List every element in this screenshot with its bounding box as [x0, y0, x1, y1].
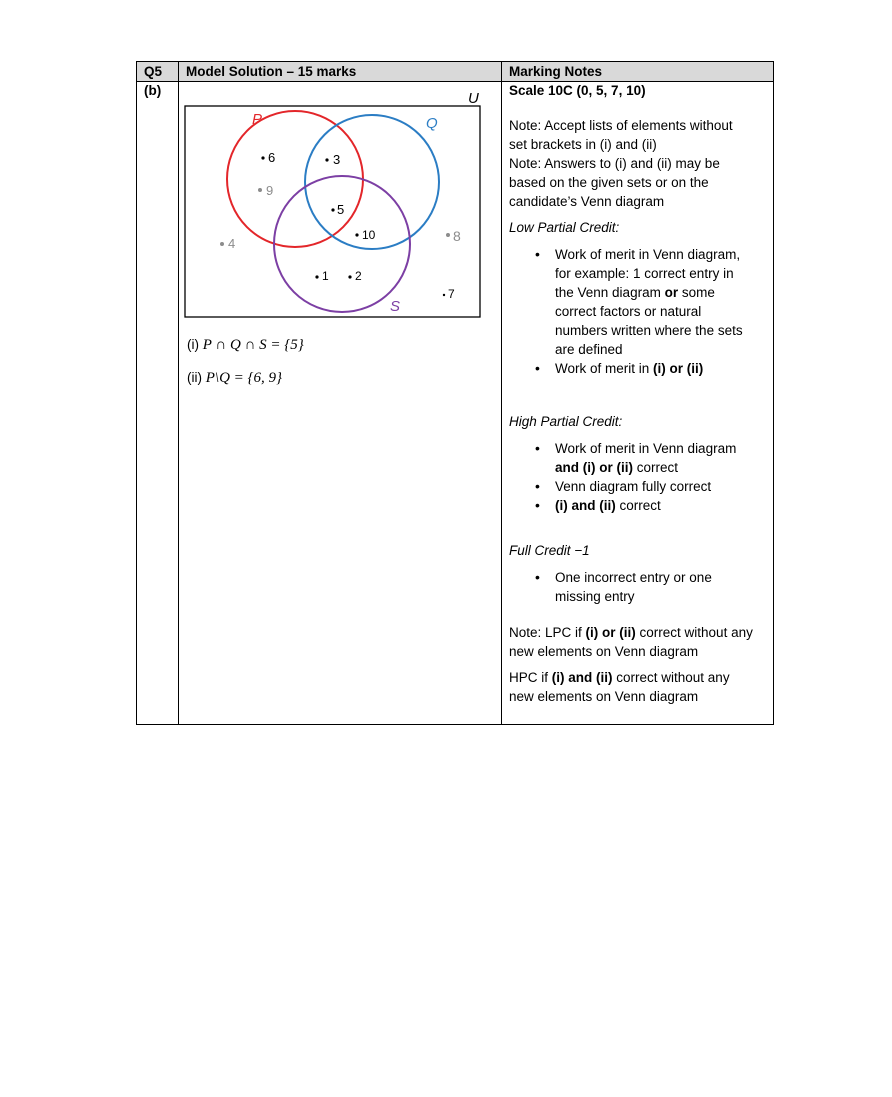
element-10: 10: [362, 228, 376, 242]
element-4: 4: [228, 236, 236, 251]
list-item-line: the Venn diagram or some: [555, 285, 715, 300]
marking-scheme-table: [136, 61, 774, 725]
set-q-label: Q: [426, 115, 438, 132]
answer-i: [187, 336, 304, 354]
list-item-line: missing entry: [555, 589, 635, 604]
high-partial-credit-heading: High Partial Credit:: [509, 414, 623, 429]
element-7: 7: [448, 287, 455, 301]
note-line: set brackets in (i) and (ii): [509, 137, 657, 152]
venn-diagram: [182, 86, 482, 331]
universe-label: U: [468, 90, 479, 107]
element-dot: [220, 242, 224, 246]
hpc-note: HPC if (i) and (ii) correct without any: [509, 670, 730, 685]
set-s-circle: [274, 176, 410, 312]
list-item-line: • Work of merit in Venn diagram,: [555, 247, 741, 262]
part-label: (b): [144, 83, 162, 98]
list-item: • Work of merit in (i) or (ii): [509, 359, 771, 378]
list-item-line: for example: 1 correct entry in: [555, 266, 734, 281]
note-line: Note: Answers to (i) and (ii) may be: [509, 156, 720, 171]
element-dot: [355, 233, 358, 236]
set-s-label: S: [390, 298, 401, 315]
element-5: 5: [337, 202, 345, 217]
full-credit-list: [509, 568, 771, 606]
answer-ii: [187, 369, 282, 387]
column-divider: [501, 62, 502, 724]
element-dot: [443, 294, 445, 296]
lpc-note: Note: LPC if (i) or (ii) correct without any: [509, 625, 753, 640]
element-1: 1: [322, 269, 329, 283]
element-9: 9: [266, 183, 274, 198]
note-line: candidate’s Venn diagram: [509, 194, 665, 209]
element-dot: [258, 188, 262, 192]
hpc-note-line2: new elements on Venn diagram: [509, 689, 699, 704]
list-item-line: numbers written where the sets: [555, 323, 743, 338]
column-divider: [178, 62, 179, 724]
element-3: 3: [333, 152, 341, 167]
list-item: [509, 439, 771, 477]
list-item-line: are defined: [555, 342, 623, 357]
list-item: • Venn diagram fully correct: [509, 477, 771, 496]
list-item: • (i) and (ii) correct: [509, 496, 771, 515]
marking-notes: [509, 116, 771, 706]
element-6: 6: [268, 150, 276, 165]
list-item-line: • Work of merit in Venn diagram: [555, 441, 737, 456]
answer-ii-expression: P\Q = {6, 9}: [205, 370, 283, 386]
list-item-line: and (i) or (ii) correct: [555, 460, 679, 475]
element-2: 2: [355, 269, 362, 283]
low-partial-credit-list: [509, 245, 771, 378]
full-credit-heading: Full Credit −1: [509, 543, 590, 558]
list-item: [509, 245, 771, 359]
list-item-line: • One incorrect entry or one: [555, 570, 712, 585]
element-dot: [348, 275, 351, 278]
element-dot: [331, 208, 334, 211]
answer-i-expression: P ∩ Q ∩ S = {5}: [202, 337, 304, 353]
element-dot: [446, 233, 450, 237]
low-partial-credit-heading: Low Partial Credit:: [509, 220, 620, 235]
list-item-line: correct factors or natural: [555, 304, 702, 319]
set-p-label: P: [252, 111, 263, 128]
scale-heading: Scale 10C (0, 5, 7, 10): [509, 83, 646, 98]
lpc-note-line2: new elements on Venn diagram: [509, 644, 699, 659]
list-item: [509, 568, 771, 606]
element-dot: [315, 275, 318, 278]
model-solution-header: Model Solution – 15 marks: [186, 64, 357, 79]
element-8: 8: [453, 228, 461, 244]
answer-i-label: (i): [187, 337, 199, 352]
note-line: Note: Accept lists of elements without: [509, 118, 733, 133]
answer-ii-label: (ii): [187, 370, 202, 385]
question-number-header: Q5: [144, 64, 163, 79]
element-dot: [325, 158, 328, 161]
marking-notes-header: Marking Notes: [509, 64, 603, 79]
high-partial-credit-list: [509, 439, 771, 515]
set-p-circle: [227, 111, 363, 247]
element-dot: [261, 156, 264, 159]
note-line: based on the given sets or on the: [509, 175, 709, 190]
